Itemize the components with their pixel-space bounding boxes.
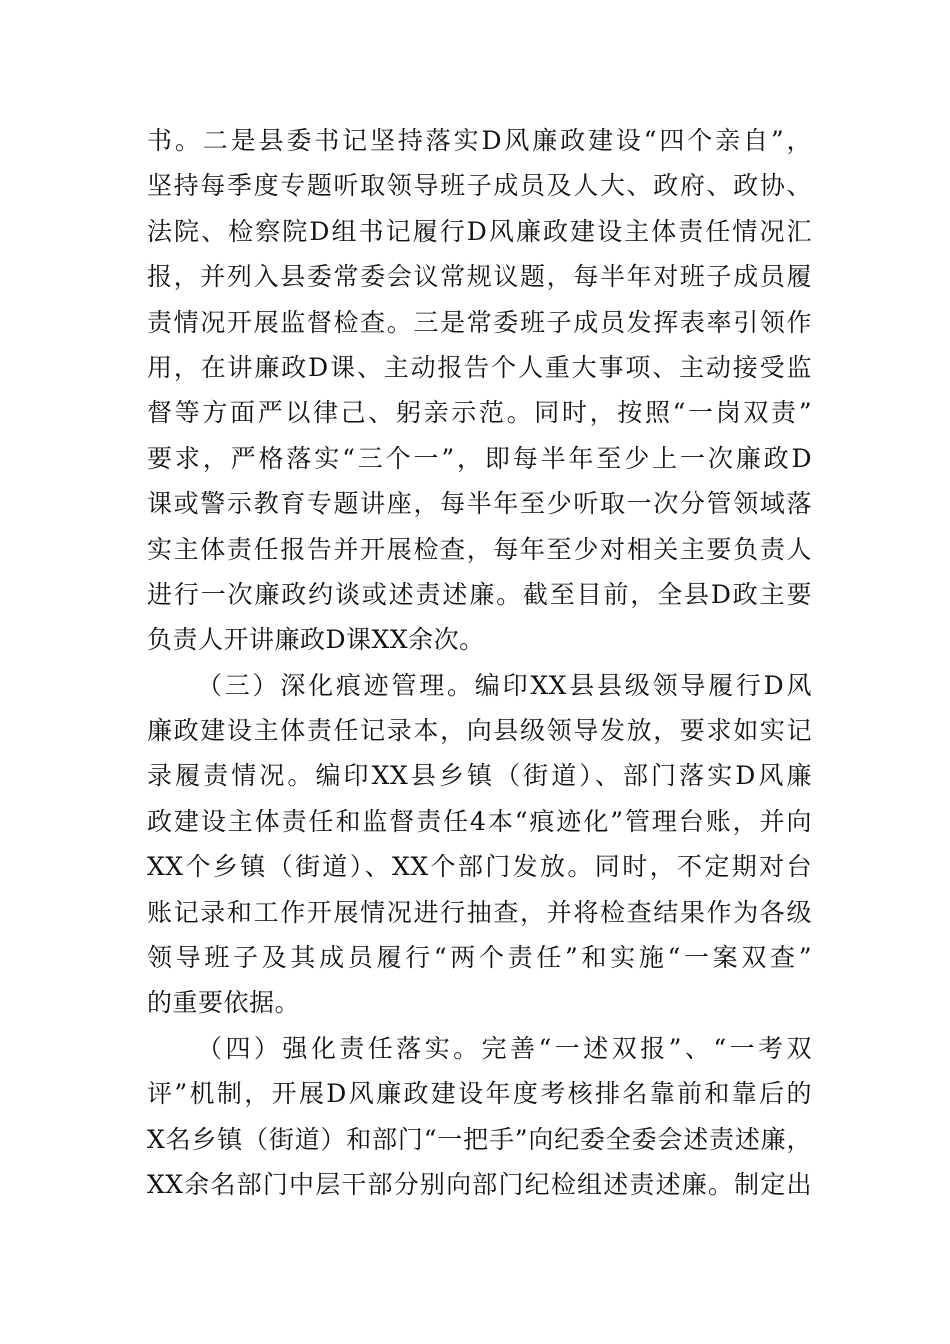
text-line: XX余名部门中层干部分别向部门纪检组述责述廉。制定出 — [147, 1169, 812, 1199]
section-heading-4: （四）强化责任落实。 — [197, 1033, 482, 1063]
text-line: 坚持每季度专题听取领导班子成员及人大、政府、政协、 — [147, 171, 812, 201]
text-line: 书。二是县委书记坚持落实D风廉政建设“四个亲自”， — [147, 126, 812, 155]
text-line: 课或警示教育专题讲座，每半年至少听取一次分管领域落 — [147, 489, 812, 519]
text-line: 责情况开展监督检查。三是常委班子成员发挥表率引领作 — [147, 307, 812, 337]
text-line: 用，在讲廉政D课、主动报告个人重大事项、主动接受监 — [147, 352, 812, 382]
text-line: 进行一次廉政约谈或述责述廉。截至目前，全县D政主要 — [147, 579, 812, 609]
text-line: 法院、检察院D组书记履行D风廉政建设主体责任情况汇 — [147, 216, 812, 246]
text-line: 廉政建设主体责任记录本，向县级领导发放，要求如实记 — [147, 716, 812, 746]
text-line: 报，并列入县委常委会议常规议题，每半年对班子成员履 — [147, 262, 812, 292]
section-heading-3: （三）深化痕迹管理。 — [197, 670, 475, 700]
text-line: 督等方面严以律己、躬亲示范。同时，按照“一岗双责” — [147, 398, 812, 428]
paragraph-2-continuation — [147, 118, 812, 663]
text-line: 实主体责任报告并开展检查，每年至少对相关主要负责人 — [147, 534, 812, 564]
text-line: 领导班子及其成员履行“两个责任”和实施“一案双查” — [147, 943, 812, 973]
paragraph-section-4 — [147, 1026, 812, 1208]
text-run: 编印XX县县级领导履行D风 — [474, 670, 812, 700]
text-line — [147, 663, 812, 708]
text-line: 要求，严格落实“三个一”，即每半年至少上一次廉政D — [147, 443, 812, 473]
text-line — [147, 1026, 812, 1071]
text-line: 负责人开讲廉政D课XX余次。 — [147, 625, 485, 655]
text-line: 账记录和工作开展情况进行抽查，并将检查结果作为各级 — [147, 897, 812, 927]
text-line: XX个乡镇（街道）、XX个部门发放。同时，不定期对台 — [147, 852, 812, 882]
text-line: 的重要依据。 — [147, 988, 301, 1018]
text-run: 完善“一述双报”、“一考双 — [481, 1033, 812, 1063]
document-body — [147, 118, 812, 1207]
text-line: 政建设主体责任和监督责任4本“痕迹化”管理台账，并向 — [147, 806, 812, 836]
paragraph-section-3 — [147, 663, 812, 1026]
text-line: 录履责情况。编印XX县乡镇（街道）、部门落实D风廉 — [147, 761, 812, 791]
text-line: 评”机制，开展D风廉政建设年度考核排名靠前和靠后的 — [147, 1079, 812, 1109]
text-line: X名乡镇（街道）和部门“一把手”向纪委全委会述责述廉， — [147, 1124, 812, 1154]
